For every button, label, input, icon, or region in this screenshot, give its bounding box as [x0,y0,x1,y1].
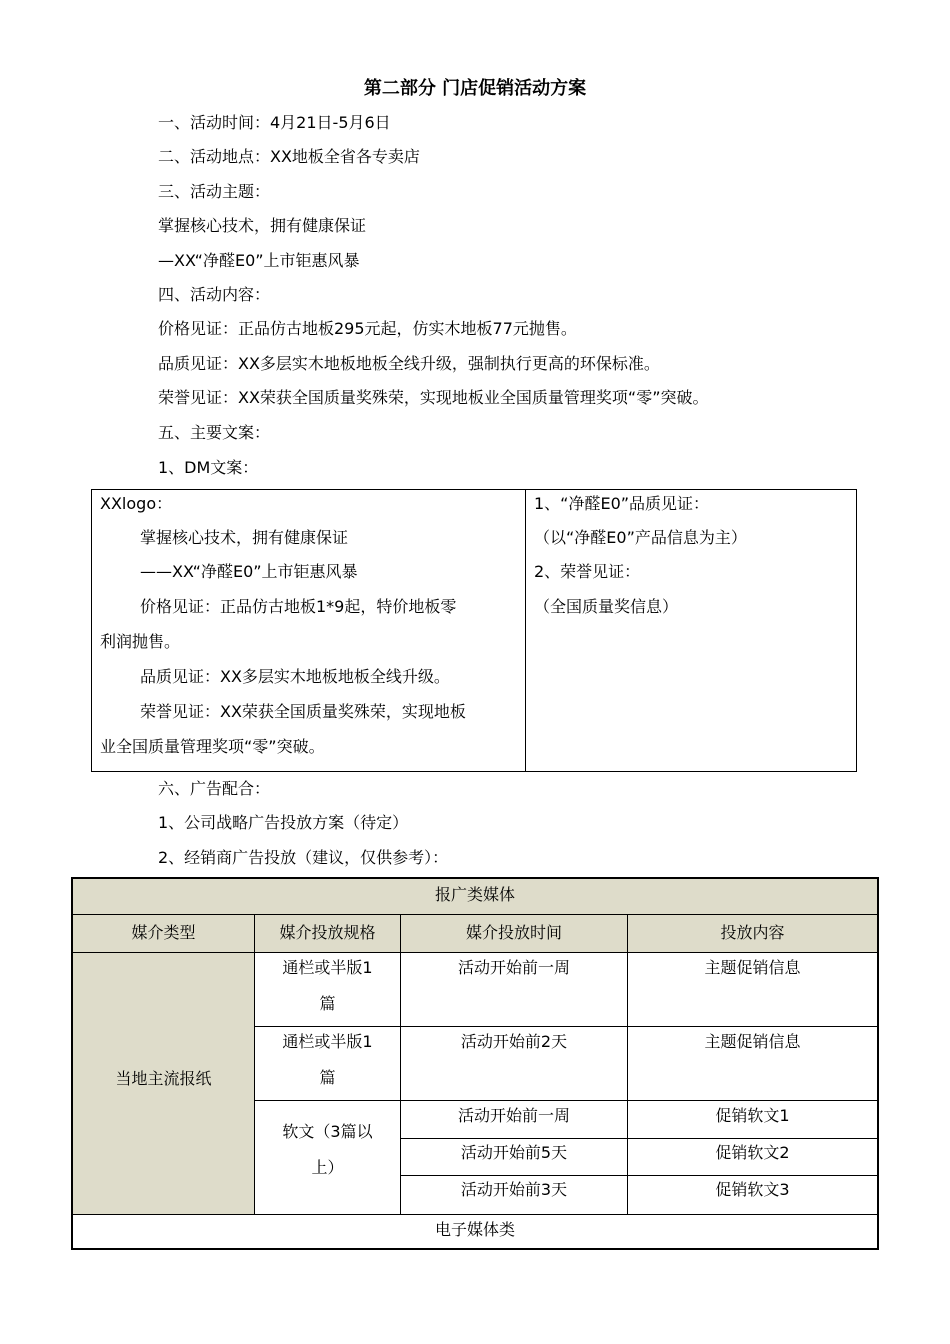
header-media-time [401,915,628,953]
spec-line: 通栏或半版1 [282,958,373,977]
content-label: 主题促销信息 [704,1032,801,1051]
header-label: 媒介投放规格 [279,923,376,942]
time-label: 活动开始前3天 [460,1180,568,1199]
dm-left-line: 掌握核心技术，拥有健康保证 [140,528,349,547]
content-quality: 品质见证：XX多层实木地板地板全线升级，强制执行更高的环保标准。 [158,354,660,373]
content-cell [628,1176,877,1215]
header-media-type [73,915,255,953]
theme-line-2: —XX“净醛E0”上市钜惠风暴 [158,251,360,270]
content-cell [628,1027,877,1101]
dm-left-line: 荣誉见证：XX荣获全国质量奖殊荣，实现地板 [140,702,466,721]
dm-right-line: （以“净醛E0”产品信息为主） [534,528,747,547]
time-label: 活动开始前2天 [460,1032,568,1051]
time-label: 活动开始前5天 [460,1143,568,1162]
header-label: 投放内容 [720,923,785,942]
section-theme-heading: 三、活动主题： [158,182,271,201]
spec-cell [255,953,401,1027]
dm-left-line: 利润抛售。 [100,632,181,651]
theme-line-1: 掌握核心技术，拥有健康保证 [158,216,367,235]
media-type-cell [73,953,255,1215]
content-label: 促销软文3 [715,1180,790,1199]
content-label: 促销软文1 [715,1106,790,1125]
spec-line: 篇 [319,1068,336,1087]
dm-right-line: 1、“净醛E0”品质见证： [534,494,710,513]
dm-left-line: 品质见证：XX多层实木地板地板全线升级。 [140,667,450,686]
header-media-spec [255,915,401,953]
section-location: 二、活动地点：XX地板全省各专卖店 [158,147,420,166]
section-ad-heading: 六、广告配合： [158,779,271,798]
media-section-print-label: 报广类媒体 [434,885,515,904]
dm-right-line: （全国质量奖信息） [534,597,679,616]
time-label: 活动开始前一周 [457,958,570,977]
section-copy-heading: 五、主要文案： [158,423,271,442]
content-cell [628,1139,877,1176]
spec-cell [255,1101,401,1215]
section-time: 一、活动时间：4月21日-5月6日 [158,113,391,132]
content-cell [628,1101,877,1139]
section-content-heading: 四、活动内容： [158,285,271,304]
dm-right-line: 2、荣誉见证： [534,562,641,581]
spec-line: 上） [311,1158,344,1177]
time-label: 活动开始前一周 [457,1106,570,1125]
time-cell [401,1176,628,1215]
media-section-print [73,879,877,915]
header-label: 媒介投放时间 [465,923,562,942]
media-section-electronic [73,1215,877,1248]
header-content [628,915,877,953]
media-section-electronic-label: 电子媒体类 [434,1220,515,1239]
content-honor: 荣誉见证：XX荣获全国质量奖殊荣，实现地板业全国质量管理奖项“零”突破。 [158,388,709,407]
media-table [71,877,879,1250]
dm-copy-heading: 1、DM文案： [158,458,259,477]
dm-left-line: ——XX“净醛E0”上市钜惠风暴 [140,562,358,581]
time-cell [401,1027,628,1101]
dm-left-line: 业全国质量管理奖项“零”突破。 [100,737,325,756]
content-cell [628,953,877,1027]
ad-line-2: 2、经销商广告投放（建议，仅供参考）： [158,848,449,867]
content-price: 价格见证：正品仿古地板295元起，仿实木地板77元抛售。 [158,319,577,338]
spec-line: 软文（3篇以 [282,1122,373,1141]
ad-line-1: 1、公司战略广告投放方案（待定） [158,813,409,832]
spec-line: 篇 [319,994,336,1013]
time-cell [401,1139,628,1176]
spec-cell [255,1027,401,1101]
spec-line: 通栏或半版1 [282,1032,373,1051]
dm-copy-table [91,489,857,772]
time-cell [401,953,628,1027]
media-type-label: 当地主流报纸 [115,1069,212,1088]
time-cell [401,1101,628,1139]
content-label: 主题促销信息 [704,958,801,977]
content-label: 促销软文2 [715,1143,790,1162]
dm-left-line: 价格见证：正品仿古地板1*9起，特价地板零 [140,597,457,616]
dm-left-line: XXlogo： [100,494,173,513]
header-label: 媒介类型 [131,923,196,942]
dm-table-divider [525,490,526,771]
page-title: 第二部分 门店促销活动方案 [363,78,587,99]
